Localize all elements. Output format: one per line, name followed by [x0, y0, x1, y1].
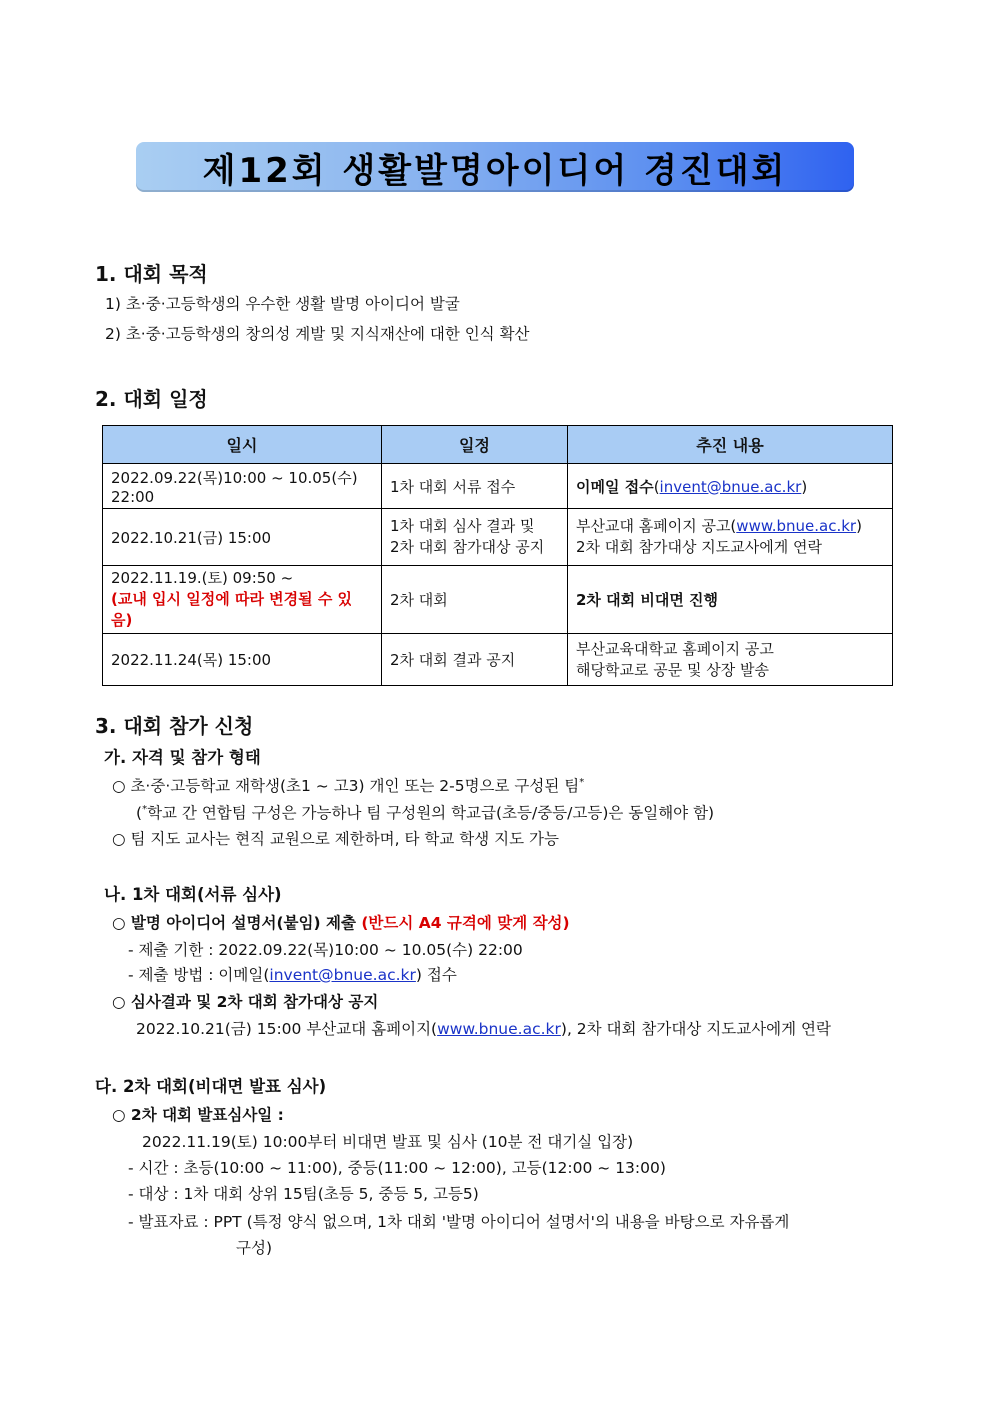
submission-warning: (반드시 A4 규격에 맞게 작성): [361, 914, 570, 932]
table-row: [103, 566, 893, 634]
paren-open: (: [136, 804, 143, 822]
schedule-line: 1차 대회 심사 결과 및: [390, 517, 535, 535]
table-row: [103, 634, 893, 686]
website-link[interactable]: www.bnue.ac.kr: [736, 517, 857, 535]
row-content: [568, 634, 893, 686]
submission-method: [128, 963, 457, 985]
presentation-date-detail: 2022.11.19(토) 10:00부터 비대면 발표 및 심사 (10분 전 대기실 입장): [142, 1133, 634, 1151]
detail-suffix: ), 2차 대회 참가대상 지도교사에게 연락: [560, 1020, 831, 1038]
email-link[interactable]: invent@bnue.ac.kr: [269, 966, 416, 984]
row-schedule: 2차 대회 결과 공지: [382, 634, 568, 686]
eligibility-note: [136, 801, 714, 823]
submission-text: ○ 발명 아이디어 설명서(붙임) 제출: [112, 914, 356, 932]
section-3-heading: 3. 대회 참가 신청: [95, 714, 254, 738]
website-link[interactable]: www.bnue.ac.kr: [437, 1020, 561, 1038]
section-1-heading: 1. 대회 목적: [95, 262, 208, 286]
row-content: 2차 대회 비대면 진행: [568, 566, 893, 634]
subsection-na-heading: 나. 1차 대회(서류 심사): [104, 885, 282, 904]
row-schedule: [382, 509, 568, 566]
row-date: [103, 566, 382, 634]
row-content: [568, 464, 893, 509]
header-schedule: 일정: [382, 426, 568, 464]
document-title: 제12회 생활발명아이디어 경진대회: [202, 150, 788, 191]
method-suffix: ) 접수: [415, 966, 457, 984]
row-content: [568, 509, 893, 566]
presentation-material: - 발표자료 : PPT (특정 양식 없으며, 1차 대회 '발명 아이디어 설명서'의 내용을 바탕으로 자유롭게: [128, 1213, 790, 1231]
paren-close: ): [801, 477, 808, 496]
eligibility-item-2: ○ 팀 지도 교사는 현직 교원으로 제한하며, 타 학교 학생 지도 가능: [112, 830, 559, 848]
subsection-da-heading: 다. 2차 대회(비대면 발표 심사): [95, 1077, 327, 1096]
section-2-heading: 2. 대회 일정: [95, 387, 208, 411]
row-date: 2022.10.21(금) 15:00: [103, 509, 382, 566]
presentation-date-item: ○ 2차 대회 발표심사일 :: [112, 1106, 284, 1124]
eligibility-item-1: [112, 774, 584, 796]
schedule-table: [102, 425, 893, 686]
schedule-line: 2차 대회 참가대상 공지: [390, 538, 545, 556]
header-content: 추진 내용: [568, 426, 893, 464]
table-row: [103, 464, 893, 509]
submission-item: [112, 911, 570, 933]
purpose-item-1: 1) 초·중·고등학생의 우수한 생활 발명 아이디어 발굴: [105, 295, 460, 313]
results-notice-detail: [136, 1017, 831, 1039]
paren-open: (: [653, 477, 660, 496]
detail-text: 2022.10.21(금) 15:00 부산교대 홈페이지(: [136, 1020, 438, 1038]
row-schedule: 2차 대회: [382, 566, 568, 634]
row-date: 2022.09.22(목)10:00 ~ 10.05(수) 22:00: [103, 464, 382, 509]
subsection-ga-heading: 가. 자격 및 참가 형태: [104, 748, 261, 767]
presentation-material-cont: 구성): [236, 1239, 272, 1257]
content-line: 부산교육대학교 홈페이지 공고: [576, 639, 774, 658]
table-row: [103, 509, 893, 566]
content-text: 부산교대 홈페이지 공고(: [576, 517, 737, 535]
content-text: 이메일 접수: [576, 477, 654, 496]
row-schedule: 1차 대회 서류 접수: [382, 464, 568, 509]
results-notice-item: ○ 심사결과 및 2차 대회 참가대상 공지: [112, 993, 379, 1011]
submission-deadline: - 제출 기한 : 2022.09.22(목)10:00 ~ 10.05(수) 22:00: [128, 941, 523, 959]
email-link[interactable]: invent@bnue.ac.kr: [659, 477, 802, 496]
content-line: 2차 대회 참가대상 지도교사에게 연락: [576, 538, 822, 556]
purpose-item-2: 2) 초·중·고등학생의 창의성 계발 및 지식재산에 대한 인식 확산: [105, 325, 530, 343]
method-text: - 제출 방법 : 이메일(: [128, 966, 270, 984]
footnote-mark: *: [142, 803, 148, 815]
row-date: 2022.11.24(목) 15:00: [103, 634, 382, 686]
presentation-time: - 시간 : 초등(10:00 ~ 11:00), 중등(11:00 ~ 12:00), 고등(12:00 ~ 13:00): [128, 1159, 666, 1177]
header-datetime: 일시: [103, 426, 382, 464]
date-line: 2022.11.19.(토) 09:50 ~: [111, 569, 294, 587]
footnote-mark: *: [579, 776, 585, 788]
paren-close: ): [856, 517, 862, 535]
eligibility-text: ○ 초·중·고등학교 재학생(초1 ~ 고3) 개인 또는 2-5명으로 구성된 팀: [112, 777, 580, 795]
content-line: 해당학교로 공문 및 상장 발송: [576, 660, 769, 679]
date-change-note: (교내 입시 일정에 따라 변경될 수 있음): [111, 590, 353, 629]
content-line: [576, 516, 884, 537]
presentation-target: - 대상 : 1차 대회 상위 15팀(초등 5, 중등 5, 고등5): [128, 1185, 479, 1203]
note-text: 학교 간 연합팀 구성은 가능하나 팀 구성원의 학교급(초등/중등/고등)은 동일해야 함): [147, 804, 715, 822]
title-banner: [136, 142, 854, 192]
